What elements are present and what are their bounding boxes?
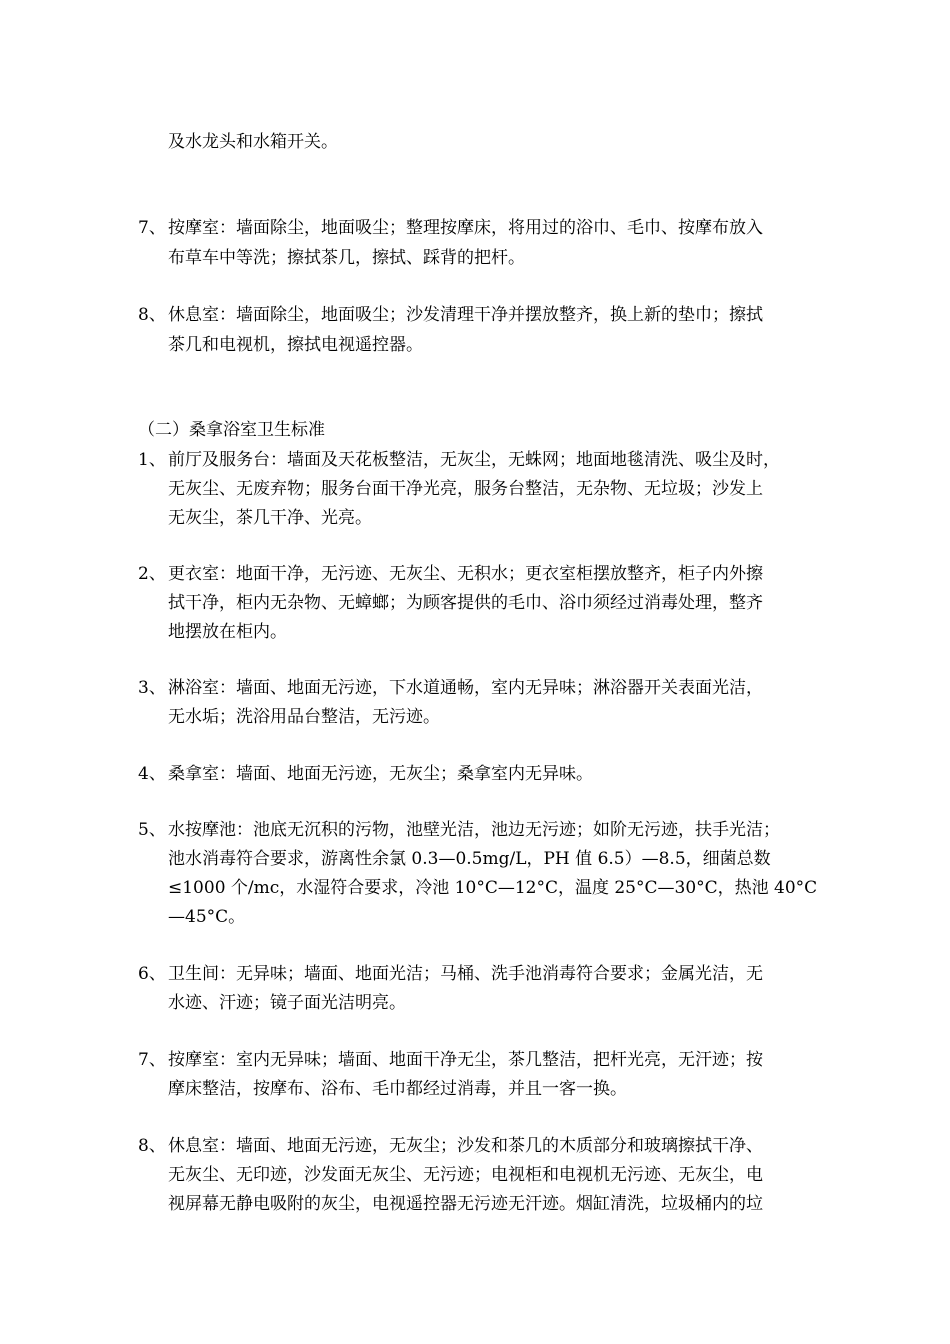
item-text-line: 摩床整洁，按摩布、浴布、毛巾都经过消毒，并且一客一换。 (168, 1079, 627, 1099)
item-text-line: 无水垢；洗浴用品台整洁，无污迹。 (168, 707, 440, 727)
item-number: 5、 (138, 820, 166, 840)
item-text-line: 茶几和电视机，擦拭电视遥控器。 (168, 335, 423, 355)
item-number: 4、 (138, 764, 166, 784)
item-number: 8、 (138, 305, 166, 325)
item-text-line: 视屏幕无静电吸附的灰尘，电视遥控器无污迹无汗迹。烟缸清洗，垃圾桶内的垃 (168, 1194, 763, 1214)
item-number: 7、 (138, 218, 166, 238)
item-text-line: 无灰尘、无废弃物；服务台面干净光亮，服务台整洁，无杂物、无垃圾；沙发上 (168, 479, 763, 499)
item-text-line: 无灰尘、无印迹，沙发面无灰尘、无污迹；电视柜和电视机无污迹、无灰尘，电 (168, 1165, 763, 1185)
item-text-line: 地摆放在柜内。 (168, 622, 287, 642)
item-number: 8、 (138, 1136, 166, 1156)
continuation-line: 及水龙头和水箱开关。 (168, 132, 338, 152)
item-text-line: 拭干净，柜内无杂物、无蟑螂；为顾客提供的毛巾、浴巾须经过消毒处理，整齐 (168, 593, 763, 613)
item-text-line: 休息室：墙面除尘，地面吸尘；沙发清理干净并摆放整齐，换上新的垫巾；擦拭 (168, 305, 763, 325)
item-number: 6、 (138, 964, 166, 984)
section-heading: （二）桑拿浴室卫生标准 (138, 420, 325, 440)
item-text-line: 无灰尘，茶几干净、光亮。 (168, 508, 372, 528)
item-text-line: 布草车中等洗；擦拭茶几，擦拭、踩背的把杆。 (168, 248, 525, 268)
item-number: 3、 (138, 678, 166, 698)
item-number: 1、 (138, 450, 166, 470)
item-text-line: 水迹、汗迹；镜子面光洁明亮。 (168, 993, 406, 1013)
item-text-line: 卫生间：无异味；墙面、地面光洁；马桶、洗手池消毒符合要求；金属光洁，无 (168, 964, 763, 984)
item-text-line: 池水消毒符合要求，游离性余氯 0.3—0.5mg/L，PH 值 6.5）—8.5，细菌总数 (168, 849, 771, 869)
item-text-line: ≤1000 个/mc，水湿符合要求，冷池 10°C—12°C，温度 25°C—30°C，热池 40°C (168, 878, 818, 898)
item-text-line: 按摩室：室内无异味；墙面、地面干净无尘，茶几整洁，把杆光亮，无汗迹；按 (168, 1050, 763, 1070)
item-text-line: 更衣室：地面干净，无污迹、无灰尘、无积水；更衣室柜摆放整齐，柜子内外擦 (168, 564, 763, 584)
item-text-line: 桑拿室：墙面、地面无污迹，无灰尘；桑拿室内无异味。 (168, 764, 593, 784)
item-text-line: 按摩室：墙面除尘，地面吸尘；整理按摩床，将用过的浴巾、毛巾、按摩布放入 (168, 218, 763, 238)
item-number: 7、 (138, 1050, 166, 1070)
item-number: 2、 (138, 564, 166, 584)
item-text-line: 休息室：墙面、地面无污迹，无灰尘；沙发和茶几的木质部分和玻璃擦拭干净、 (168, 1136, 763, 1156)
item-text-line: 淋浴室：墙面、地面无污迹，下水道通畅，室内无异味；淋浴器开关表面光洁， (168, 678, 763, 698)
item-text-line: 水按摩池：池底无沉积的污物，池壁光洁，池边无污迹；如阶无污迹，扶手光洁； (168, 820, 780, 840)
item-text-line: —45°C。 (168, 907, 246, 927)
item-text-line: 前厅及服务台：墙面及天花板整洁，无灰尘，无蛛网；地面地毯清洗、吸尘及时， (168, 450, 780, 470)
